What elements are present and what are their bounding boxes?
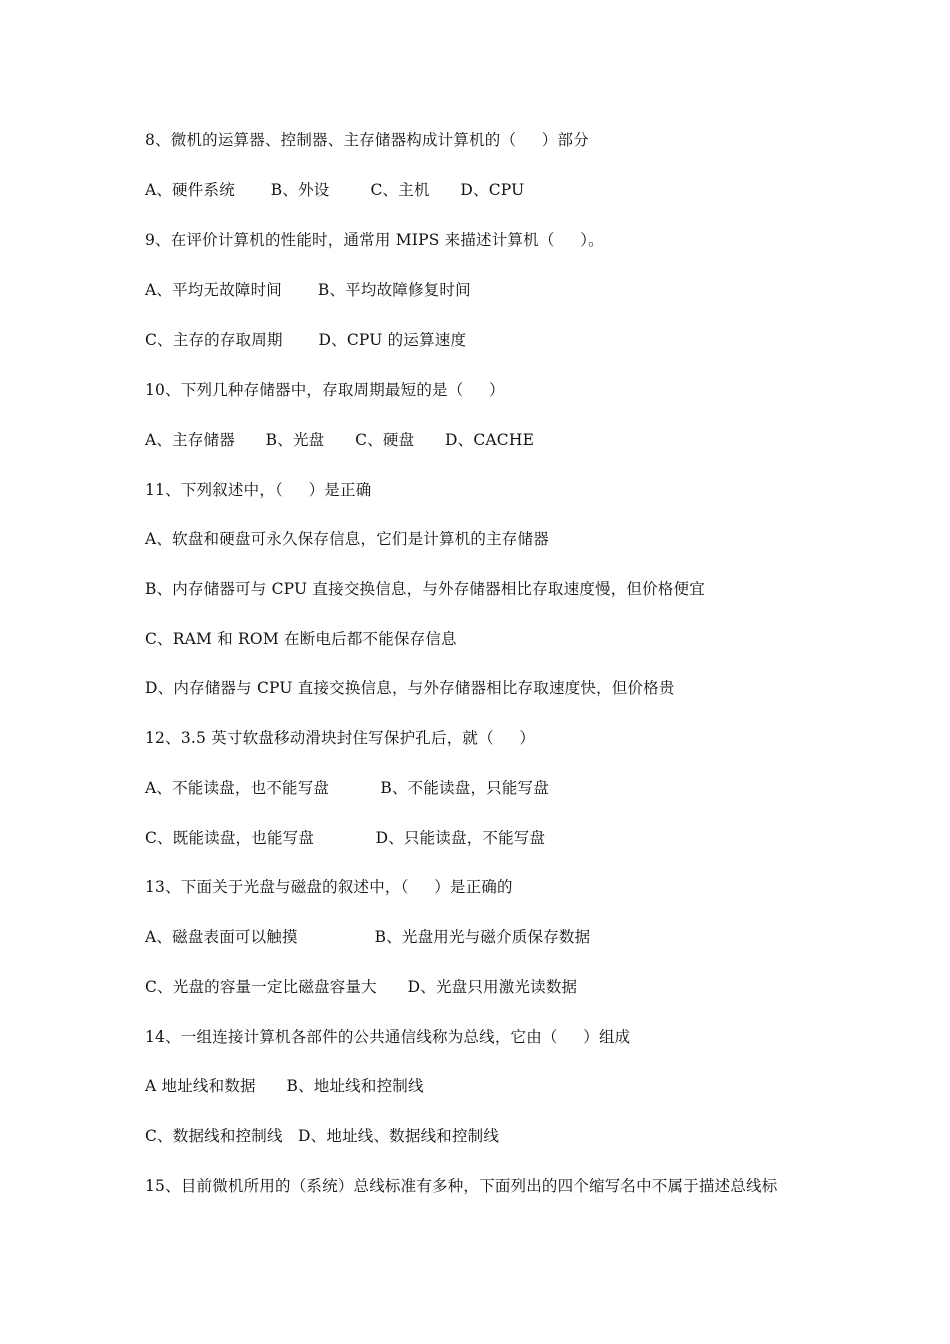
question-10: 10、下列几种存储器中，存取周期最短的是（ ） xyxy=(145,381,505,399)
question-12: 12、3.5 英寸软盘移动滑块封住写保护孔后，就（ ） xyxy=(145,729,536,747)
question-11-option-d: D、内存储器与 CPU 直接交换信息，与外存储器相比存取速度快，但价格贵 xyxy=(145,679,675,697)
question-11-option-b: B、内存储器可与 CPU 直接交换信息，与外存储器相比存取速度慢，但价格便宜 xyxy=(145,580,705,598)
question-15: 15、目前微机所用的（系统）总线标准有多种，下面列出的四个缩写名中不属于描述总线标 xyxy=(145,1177,778,1195)
question-13: 13、下面关于光盘与磁盘的叙述中，（ ）是正确的 xyxy=(145,878,513,896)
question-14-options-cd: C、数据线和控制线 D、地址线、数据线和控制线 xyxy=(145,1127,500,1145)
question-11-option-c: C、RAM 和 ROM 在断电后都不能保存信息 xyxy=(145,630,457,648)
question-11: 11、下列叙述中，（ ）是正确 xyxy=(145,481,372,499)
question-13-options-cd: C、光盘的容量一定比磁盘容量大 D、光盘只用激光读数据 xyxy=(145,978,578,996)
question-11-option-a: A、软盘和硬盘可永久保存信息，它们是计算机的主存储器 xyxy=(145,530,549,548)
question-8-options: A、硬件系统 B、外设 C、主机 D、CPU xyxy=(145,181,525,199)
question-9-options-ab: A、平均无故障时间 B、平均故障修复时间 xyxy=(145,281,471,299)
question-13-options-ab: A、磁盘表面可以触摸 B、光盘用光与磁介质保存数据 xyxy=(145,928,591,946)
question-10-options: A、主存储器 B、光盘 C、硬盘 D、CACHE xyxy=(145,431,535,449)
question-14-options-ab: A 地址线和数据 B、地址线和控制线 xyxy=(145,1077,424,1095)
question-9-options-cd: C、主存的存取周期 D、CPU 的运算速度 xyxy=(145,331,467,349)
question-14: 14、一组连接计算机各部件的公共通信线称为总线，它由（ ）组成 xyxy=(145,1028,631,1046)
question-12-options-cd: C、既能读盘，也能写盘 D、只能读盘，不能写盘 xyxy=(145,829,546,847)
question-8: 8、微机的运算器、控制器、主存储器构成计算机的（ ）部分 xyxy=(145,131,589,149)
question-9: 9、在评价计算机的性能时，通常用 MIPS 来描述计算机（ ）。 xyxy=(145,231,604,249)
question-12-options-ab: A、不能读盘，也不能写盘 B、不能读盘，只能写盘 xyxy=(145,779,549,797)
